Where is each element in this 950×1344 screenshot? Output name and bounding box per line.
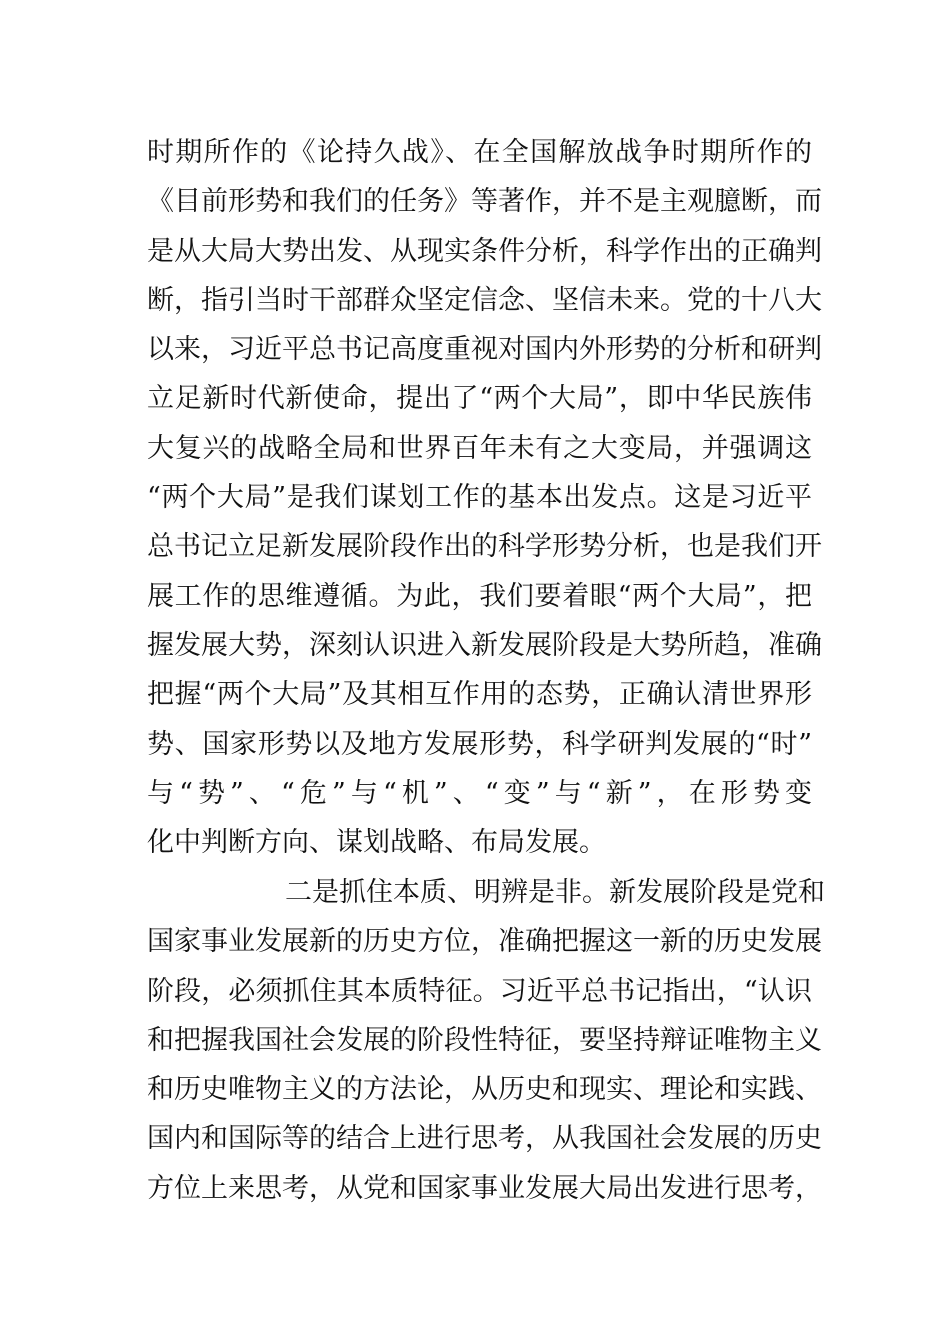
text-line: 势、国家形势以及地方发展形势，科学研判发展的“时” <box>147 728 812 760</box>
text-line: 和把握我国社会发展的阶段性特征，要坚持辩证唯物主义 <box>147 1024 822 1056</box>
text-line: 与“势”、“危”与“机”、“变”与“新”，在形势变 <box>147 777 812 809</box>
paragraph-situation-analysis <box>147 128 822 867</box>
paragraph-essence-analysis <box>147 868 825 1213</box>
text-line: 阶段，必须抓住其本质特征。习近平总书记指出，“认识 <box>147 975 812 1007</box>
text-line: 和历史唯物主义的方法论，从历史和现实、理论和实践、 <box>147 1074 822 1106</box>
text-line: 时期所作的《论持久战》、在全国解放战争时期所作的 <box>147 137 812 168</box>
text-line: 国家事业发展新的历史方位，准确把握这一新的历史发展 <box>147 926 822 958</box>
text-line: 《目前形势和我们的任务》等著作，并不是主观臆断，而 <box>147 186 822 218</box>
text-line: 是从大局大势出发、从现实条件分析，科学作出的正确判 <box>147 235 822 267</box>
text-line: 大复兴的战略全局和世界百年未有之大变局，并强调这 <box>147 432 812 464</box>
text-line: 立足新时代新使命，提出了“两个大局”，即中华民族伟 <box>147 383 812 415</box>
text-line: 以来，习近平总书记高度重视对国内外形势的分析和研判 <box>147 334 822 366</box>
text-line: 方位上来思考，从党和国家事业发展大局出发进行思考， <box>147 1172 822 1204</box>
text-line: 握发展大势，深刻认识进入新发展阶段是大势所趋，准确 <box>147 629 822 661</box>
text-line: 展工作的思维遵循。为此，我们要着眼“两个大局”，把 <box>147 580 812 612</box>
text-line: 总书记立足新发展阶段作出的科学形势分析，也是我们开 <box>147 531 822 563</box>
text-line: 二是抓住本质、明辨是非。新发展阶段是党和 <box>285 877 825 908</box>
text-line: 断，指引当时干部群众坚定信念、坚信未来。党的十八大 <box>147 284 822 316</box>
text-line: “两个大局”是我们谋划工作的基本出发点。这是习近平 <box>147 482 812 514</box>
text-line: 把握“两个大局”及其相互作用的态势，正确认清世界形 <box>147 679 812 711</box>
text-line: 化中判断方向、谋划战略、布局发展。 <box>147 827 606 859</box>
text-line: 国内和国际等的结合上进行思考，从我国社会发展的历史 <box>147 1123 822 1155</box>
